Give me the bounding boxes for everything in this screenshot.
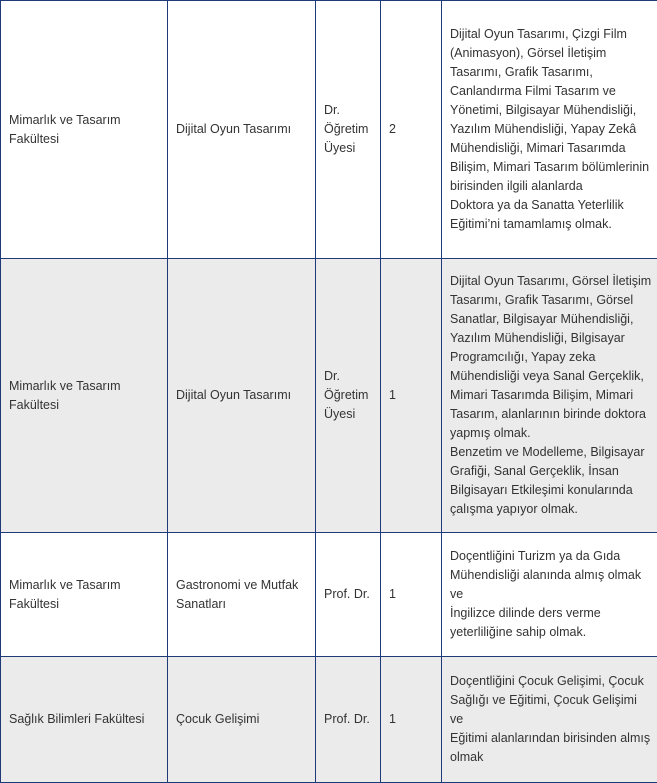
requirement-text: Eğitimi alanlarından birisinden almış olmak [450, 729, 653, 767]
position-count-cell: 1 [381, 259, 442, 533]
faculty-cell: Sağlık Bilimleri Fakültesi [1, 657, 168, 783]
department-cell: Gastronomi ve Mutfak Sanatları [168, 533, 316, 657]
table-row [1, 533, 657, 657]
table-row [1, 259, 657, 533]
position-count-cell: 1 [381, 657, 442, 783]
requirement-text: Benzetim ve Modelleme, Bilgisayar Grafiği, Sanal Gerçeklik, İnsan Bilgisayarı Etkileşimi konularında çalışma yapıyor olmak. [450, 443, 653, 519]
faculty-cell: Mimarlık ve Tasarım Fakültesi [1, 533, 168, 657]
academic-title-cell: Dr. Öğretim Üyesi [316, 1, 381, 259]
academic-title-cell: Prof. Dr. [316, 657, 381, 783]
position-count-cell: 1 [381, 533, 442, 657]
department-cell: Çocuk Gelişimi [168, 657, 316, 783]
academic-title-cell: Dr. Öğretim Üyesi [316, 259, 381, 533]
requirements-cell [442, 1, 657, 259]
table-row [1, 657, 657, 783]
requirement-text: Dijital Oyun Tasarımı, Çizgi Film (Animasyon), Görsel İletişim Tasarımı, Grafik Tasarımı, Canlandırma Filmi Tasarım ve Yönetimi, Bilgisayar Mühendisliği, Yazılım Mühendisliği, Yapay Zekâ Mühendisliği, Mimari Tasarımda Bilişim, Mimari Tasarım bölümlerinin birisinden ilgili alanlarda [450, 25, 653, 196]
academic-title-cell: Prof. Dr. [316, 533, 381, 657]
position-count-cell: 2 [381, 1, 442, 259]
department-cell: Dijital Oyun Tasarımı [168, 1, 316, 259]
requirement-text: İngilizce dilinde ders verme yeterliliğine sahip olmak. [450, 604, 653, 642]
requirements-cell [442, 259, 657, 533]
table-row [1, 1, 657, 259]
requirement-text: Doçentliğini Turizm ya da Gıda Mühendisliği alanında almış olmak ve [450, 547, 653, 604]
requirement-text: Doçentliğini Çocuk Gelişimi, Çocuk Sağlığı ve Eğitimi, Çocuk Gelişimi ve [450, 672, 653, 729]
requirements-cell [442, 533, 657, 657]
department-cell: Dijital Oyun Tasarımı [168, 259, 316, 533]
requirement-text: Doktora ya da Sanatta Yeterlilik Eğitimi’ni tamamlamış olmak. [450, 196, 653, 234]
faculty-cell: Mimarlık ve Tasarım Fakültesi [1, 259, 168, 533]
requirements-cell [442, 657, 657, 783]
requirement-text: Dijital Oyun Tasarımı, Görsel İletişim Tasarımı, Grafik Tasarımı, Görsel Sanatlar, Bilgisayar Mühendisliği, Yazılım Mühendisliği, Bilgisayar Programcılığı, Yapay zeka Mühendisliği veya Sanal Gerçeklik, Mimari Tasarımda Bilişim, Mimari Tasarım, alanlarının birinde doktora yapmış olmak. [450, 272, 653, 443]
faculty-cell: Mimarlık ve Tasarım Fakültesi [1, 1, 168, 259]
